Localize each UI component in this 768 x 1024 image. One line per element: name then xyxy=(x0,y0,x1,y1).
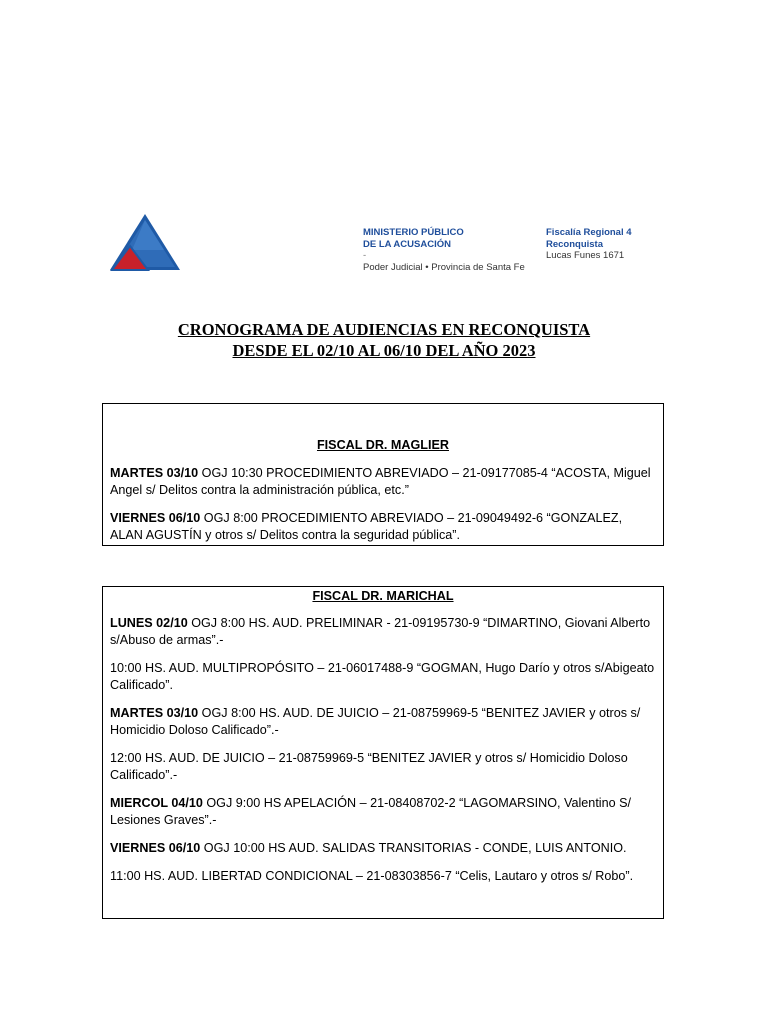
region-address: Lucas Funes 1671 xyxy=(546,250,625,261)
ministry-logo xyxy=(108,212,182,272)
hearing-day: MARTES 03/10 xyxy=(110,706,199,720)
region-line1: Fiscalía Regional 4 xyxy=(546,227,632,238)
hearing-text: OGJ 8:00 HS. AUD. DE JUICIO – 21-08759969-5 “BENITEZ JAVIER y otros s/ Homicidio Doloso Calificado”.- xyxy=(110,706,641,737)
hearing-day: MIERCOL 04/10 xyxy=(110,796,203,810)
org-name-line1: MINISTERIO PÚBLICO xyxy=(363,227,464,238)
hearing-text: 10:00 HS. AUD. MULTIPROPÓSITO – 21-06017488-9 “GOGMAN, Hugo Darío y otros s/Abigeato Calificado”. xyxy=(110,661,655,692)
hearing-text: OGJ 8:00 PROCEDIMIENTO ABREVIADO – 21-09049492-6 “GONZALEZ, ALAN AGUSTÍN y otros s/ Delitos contra la seguridad pública”. xyxy=(110,511,623,542)
org-name-line2: DE LA ACUSACIÓN xyxy=(363,238,451,250)
region-line2: Reconquista xyxy=(546,238,604,250)
hearing-text: OGJ 10:00 HS AUD. SALIDAS TRANSITORIAS - CONDE, LUIS ANTONIO. xyxy=(200,841,627,855)
hearing-day: VIERNES 06/10 xyxy=(110,511,201,525)
org-block xyxy=(363,227,525,273)
title-line2: DESDE EL 02/10 AL 06/10 DEL AÑO 2023 xyxy=(232,341,536,360)
section-heading: FISCAL DR. MARICHAL xyxy=(312,589,454,603)
hearing-entry xyxy=(103,868,663,885)
org-subtitle: Poder Judicial • Provincia de Santa Fe xyxy=(363,261,525,273)
section-heading: FISCAL DR. MAGLIER xyxy=(316,438,449,452)
hearing-day: LUNES 02/10 xyxy=(110,616,188,630)
hearing-entry xyxy=(103,705,663,739)
hearing-entry xyxy=(103,510,663,544)
section-fiscal-marichal xyxy=(102,586,664,919)
section-fiscal-maglier xyxy=(102,403,664,546)
hearing-day: VIERNES 06/10 xyxy=(110,841,201,855)
triangle-logo-icon xyxy=(108,212,182,272)
title-line1: CRONOGRAMA DE AUDIENCIAS EN RECONQUISTA xyxy=(177,320,591,339)
hearing-entry xyxy=(103,750,663,784)
hearing-text: 12:00 HS. AUD. DE JUICIO – 21-08759969-5 “BENITEZ JAVIER y otros s/ Homicidio Doloso Calificado”.- xyxy=(110,751,628,782)
hearing-entry xyxy=(103,615,663,649)
hearing-entry xyxy=(103,795,663,829)
document-title xyxy=(0,319,768,361)
hearing-entry xyxy=(103,660,663,694)
hearing-entry xyxy=(103,840,663,857)
hearing-text: OGJ 8:00 HS. AUD. PRELIMINAR - 21-09195730-9 “DIMARTINO, Giovani Alberto s/Abuso de armas”.- xyxy=(110,616,651,647)
hearing-text: OGJ 10:30 PROCEDIMIENTO ABREVIADO – 21-09177085-4 “ACOSTA, Miguel Angel s/ Delitos contra la administración pública, etc.” xyxy=(110,466,651,497)
hearing-text: 11:00 HS. AUD. LIBERTAD CONDICIONAL – 21-08303856-7 “Celis, Lautaro y otros s/ Robo”. xyxy=(110,869,634,883)
region-block xyxy=(546,227,632,262)
hearing-day: MARTES 03/10 xyxy=(110,466,199,480)
org-separator: - xyxy=(363,250,367,261)
hearing-text: OGJ 9:00 HS APELACIÓN – 21-08408702-2 “LAGOMARSINO, Valentino S/ Lesiones Graves”.- xyxy=(110,796,632,827)
hearing-entry xyxy=(103,465,663,499)
